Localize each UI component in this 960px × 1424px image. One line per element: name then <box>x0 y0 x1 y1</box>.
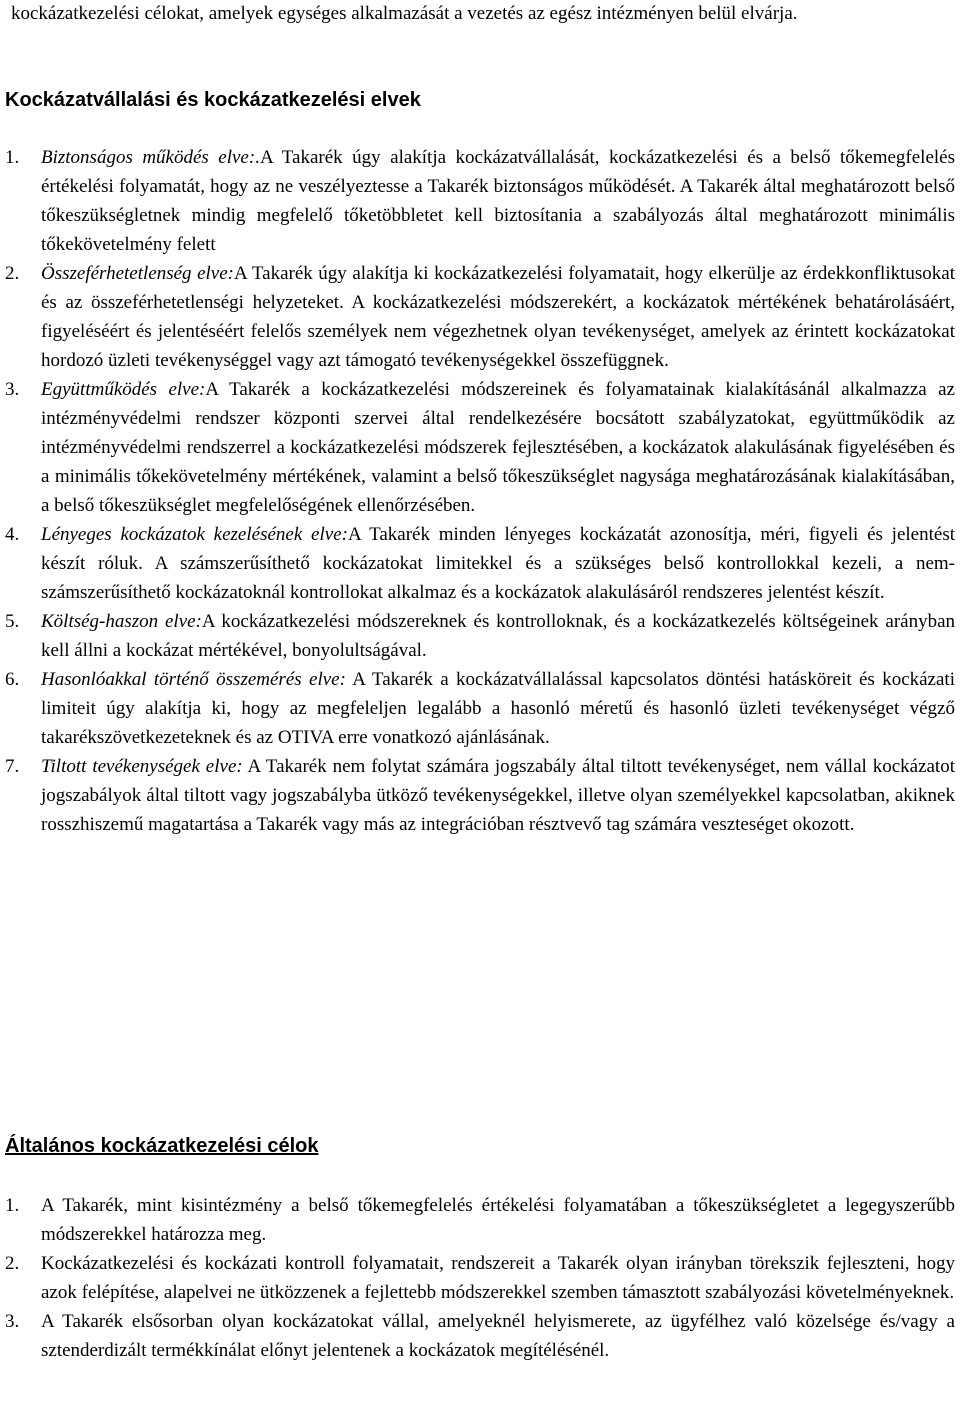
item-number: 1. <box>5 147 20 168</box>
principle-name: Biztonságos működés elve:. <box>41 147 260 168</box>
goal-item <box>5 1307 955 1365</box>
principle-text: A Takarék nem folytat számára jogszabály által tiltott tevékenységet, nem vállal kockázatot jogszabályok által tiltott vagy jogszabályba ütköző tevékenységekkel, illetve olyan személyekkel kapcsolatban, akiknek rosszhiszemű magatartása a Takarék vagy más az integrációban résztvevő tag számára veszteséget okozott. <box>41 756 955 835</box>
item-number: 6. <box>5 669 20 690</box>
principle-name: Hasonlóakkal történő összemérés elve: <box>41 669 346 690</box>
item-number: 3. <box>5 379 20 400</box>
principle-item <box>5 665 955 752</box>
principle-item <box>5 375 955 520</box>
goal-item <box>5 1249 955 1307</box>
principle-item <box>5 143 956 259</box>
principle-item <box>5 520 955 607</box>
principle-text: A Takarék a kockázatkezelési módszereinek és folyamatainak kialakításánál alkalmazza az intézményvédelmi rendszer központi szervei által rendelkezésére bocsátott szabályzatokat, együttműködik az intézményvédelmi rendszerrel a kockázatkezelési módszerek fejlesztésében, a kockázatok alakulásának figyelésében és a minimális tőkekövetelmény mértékének, valamint a belső tőkeszükséglet nagysága meghatározásának kialakításában, a belső tőkeszükséglet megfelelőségének ellenőrzésében. <box>41 379 955 516</box>
principle-name: Költség-haszon elve: <box>41 611 202 632</box>
intro-paragraph: kockázatkezelési célokat, amelyek egységes alkalmazását a vezetés az egész intézményen belül elvárja. <box>11 3 798 24</box>
item-number: 4. <box>5 524 20 545</box>
item-number: 7. <box>5 756 20 777</box>
principle-item <box>5 259 955 375</box>
goals-list <box>5 1191 955 1365</box>
principle-text: A Takarék úgy alakítja kockázatvállalását, kockázatkezelési és a belső tőkemegfelelés értékelési folyamatát, hogy az ne veszélyeztesse a Takarék biztonságos működését. A Takarék által meghatározott belső tőkeszükségletnek mindig megfelelő tőketöbbletet kell biztosítania a szabályozás által meghatározott minimális tőkekövetelmény felett <box>41 147 956 255</box>
item-number: 3. <box>5 1311 20 1332</box>
principle-name: Lényeges kockázatok kezelésének elve: <box>41 524 348 545</box>
goal-text: Kockázatkezelési és kockázati kontroll folyamatait, rendszereit a Takarék olyan irányban törekszik fejleszteni, hogy azok felépítése, alapelvei ne ütközzenek a fejlettebb módszerekkel szemben támasztott szabályozási követelményeknek. <box>41 1253 955 1303</box>
goal-text: A Takarék elsősorban olyan kockázatokat vállal, amelyeknél helyismerete, az ügyfélhez való közelsége és/vagy a sztenderdizált termékkínálat előnyt jelentenek a kockázatok megítélésénél. <box>41 1311 955 1361</box>
principle-item <box>5 752 955 839</box>
goal-text: A Takarék, mint kisintézmény a belső tőkemegfelelés értékelési folyamatában a tőkeszükségletet a legegyszerűbb módszerekkel határozza meg. <box>41 1195 955 1245</box>
item-number: 5. <box>5 611 20 632</box>
principle-text: A Takarék a kockázatvállalással kapcsolatos döntési hatásköreit és kockázati limiteit úgy alakítja ki, hogy az megfeleljen legalább a hasonló méretű és hasonló üzleti tevékenységet végző takarékszövetkezeteknek és az OTIVA erre vonatkozó ajánlásának. <box>41 669 955 748</box>
principle-item <box>5 607 956 665</box>
principle-text: A Takarék minden lényeges kockázatát azonosítja, méri, figyeli és jelentést készít róluk. A számszerűsíthető kockázatokat limitekkel és a szükséges belső kontrollokkal kezeli, a nem-számszerűsíthető kockázatoknál kontrollokat alkalmaz és a kockázatok alakulásáról rendszeres jelentést készít. <box>41 524 955 603</box>
goal-item <box>5 1191 955 1249</box>
section-heading-principles: Kockázatvállalási és kockázatkezelési elvek <box>5 89 421 111</box>
principle-text: A Takarék úgy alakítja ki kockázatkezelési folyamatait, hogy elkerülje az érdekkonfliktusokat és az összeférhetetlenségi helyzeteket. A kockázatkezelési módszerekért, a kockázatok mértékének behatárolásáért, figyeléséért és jelentéséért felelős személyek nem végezhetnek olyan tevékenységet, amelyek az érintett kockázatokat hordozó üzleti tevékenységgel vagy azt támogató tevékenységekkel összefüggnek. <box>41 263 955 371</box>
principle-text: A kockázatkezelési módszereknek és kontrolloknak, és a kockázatkezelés költségeinek arányban kell állni a kockázat mértékével, bonyolultságával. <box>41 611 956 661</box>
principle-name: Együttműködés elve: <box>41 379 206 400</box>
principle-name: Tiltott tevékenységek elve: <box>41 756 243 777</box>
principle-name: Összeférhetetlenség elve: <box>41 263 234 284</box>
item-number: 2. <box>5 263 20 284</box>
principles-list <box>5 143 956 839</box>
section-heading-goals: Általános kockázatkezelési célok <box>5 1135 319 1157</box>
item-number: 2. <box>5 1253 20 1274</box>
item-number: 1. <box>5 1195 20 1216</box>
